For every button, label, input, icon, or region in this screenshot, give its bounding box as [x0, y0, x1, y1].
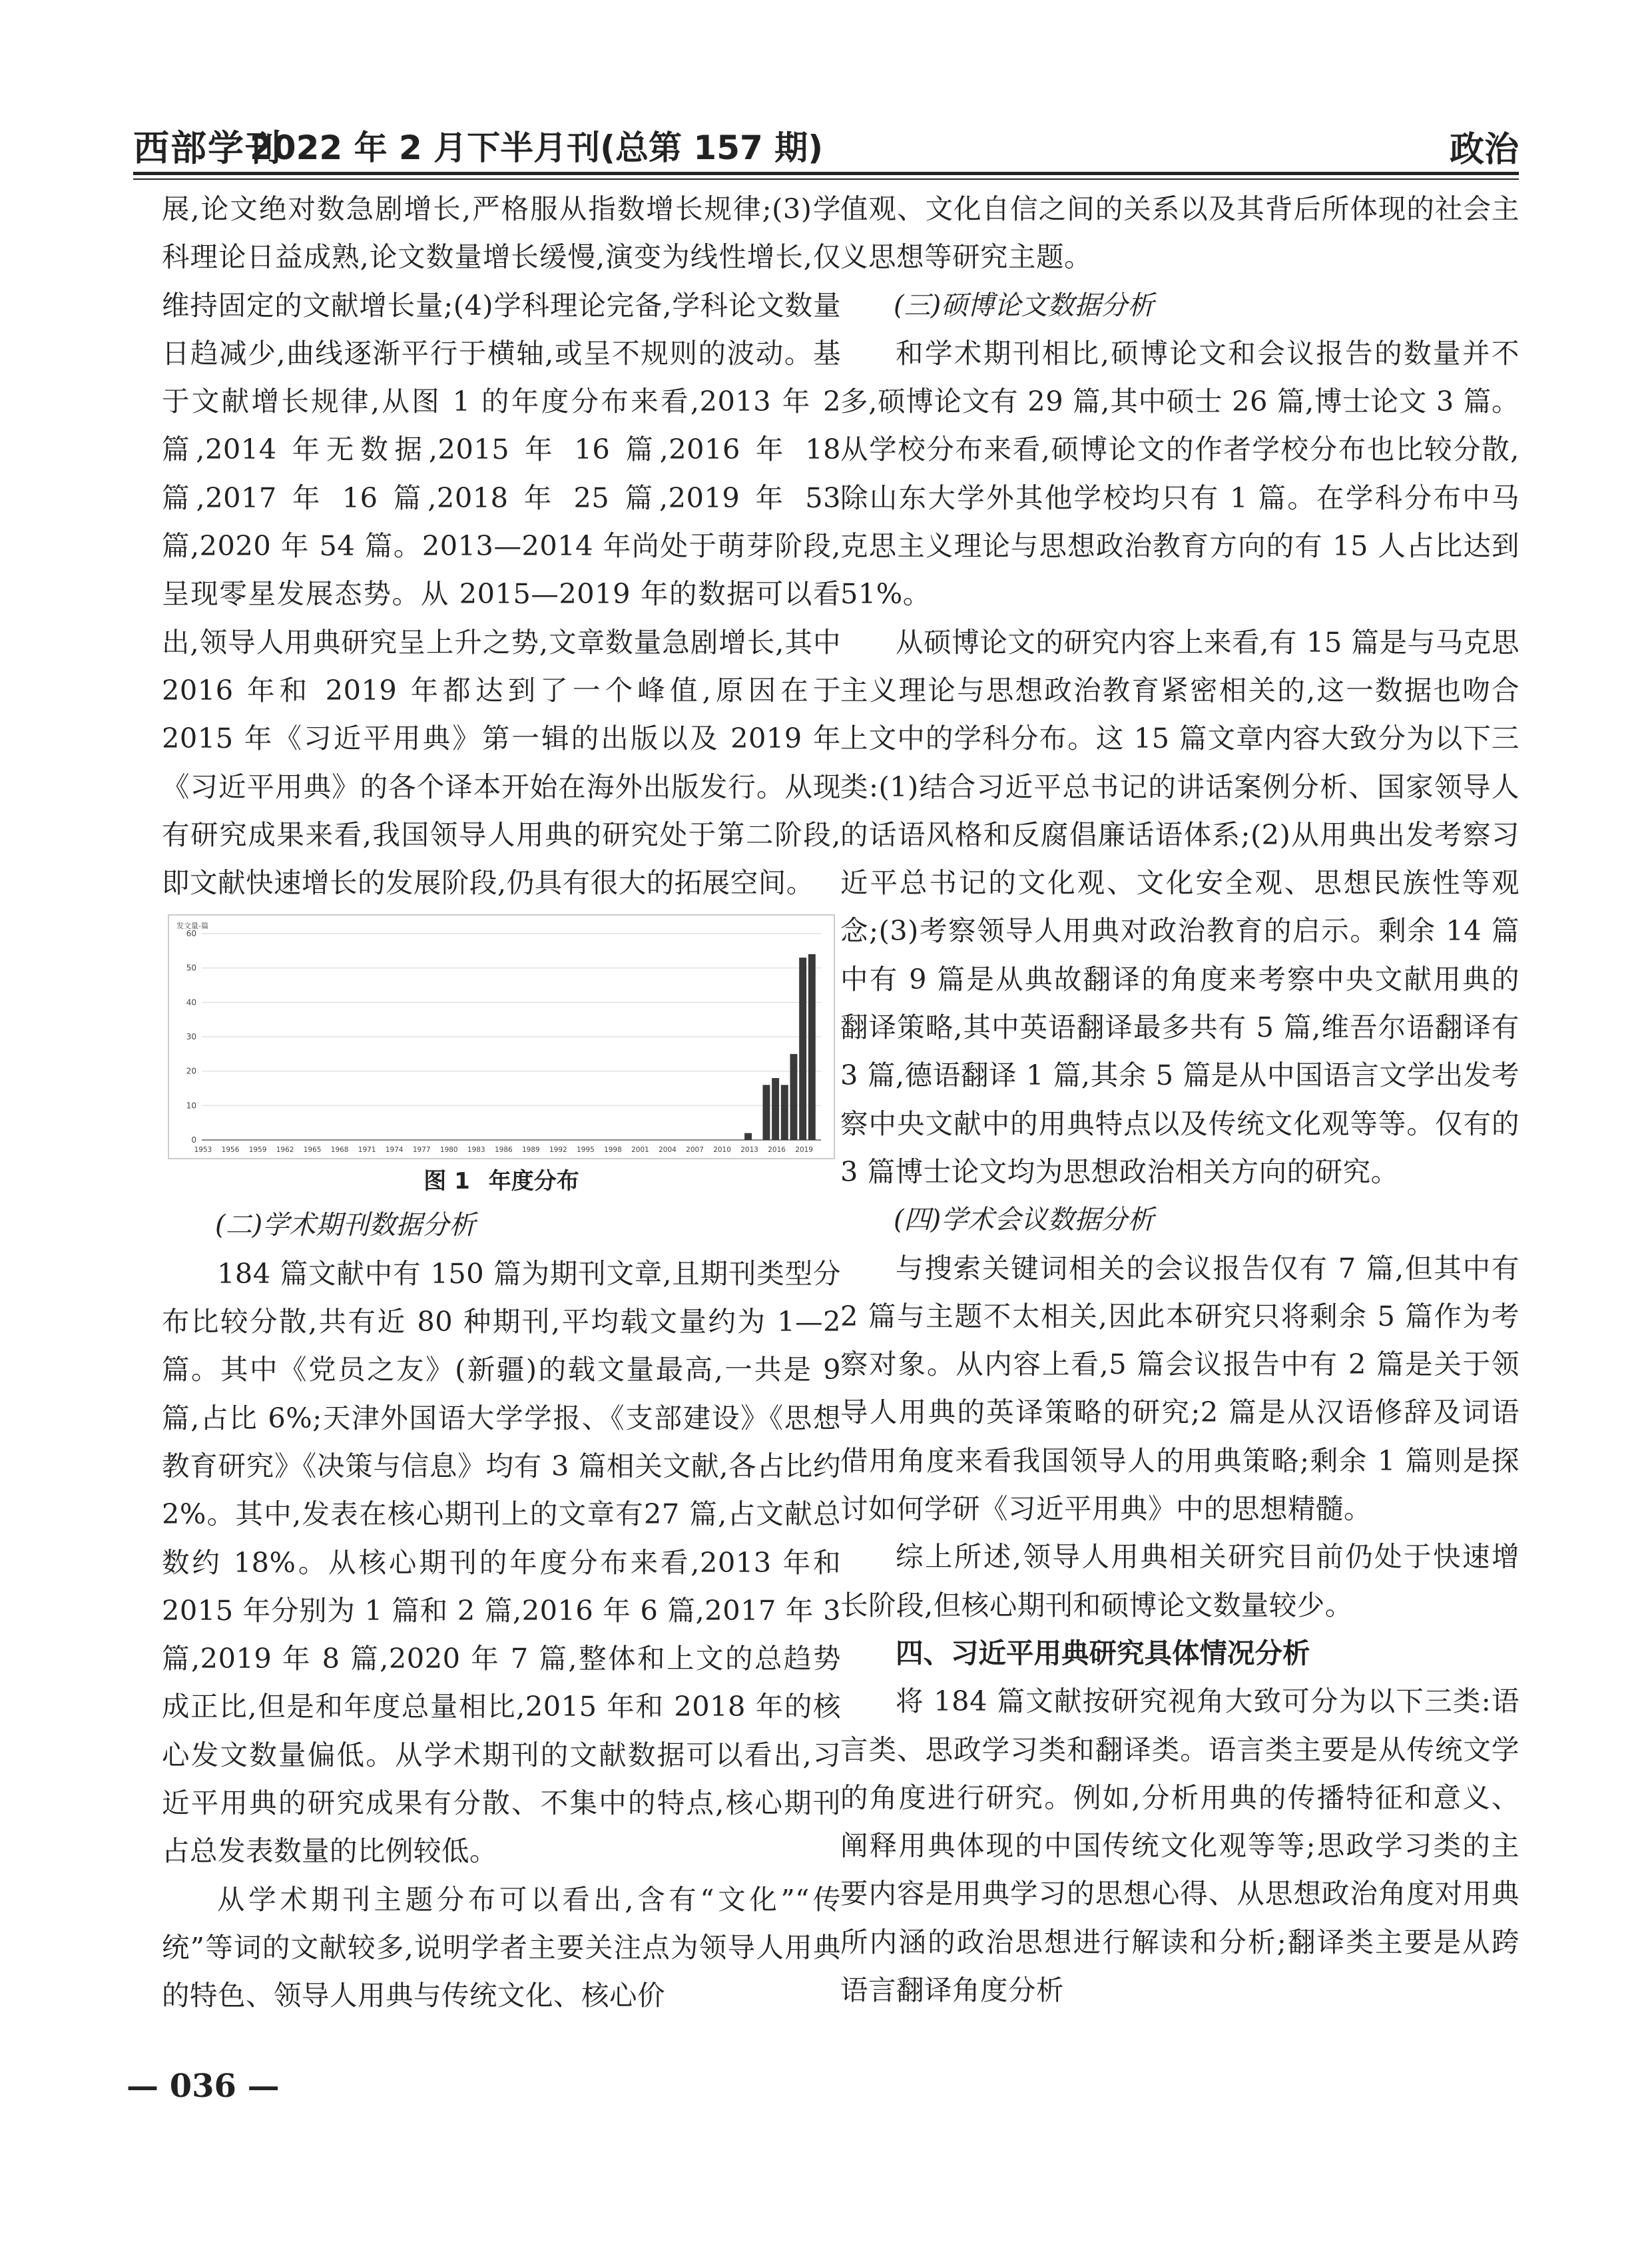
- issue-info: 2022 年 2 月下半月刊(总第 157 期): [250, 129, 824, 167]
- bar-2015: [762, 1085, 770, 1141]
- x-tick-label: 1986: [494, 1146, 513, 1155]
- paragraph: 展,论文绝对数急剧增长,严格服从指数增长规律;(3)学科理论日益成熟,论文数量增长缓慢,演变为线性增长,仅维持固定的文献增长量;(4)学科理论完备,学科论文数量日趋减少,曲线逐渐平行于横轴,或呈不规则的波动。基于文献增长规律,从图 1 的年度分布来看,2013 年 2 篇,2014 年无数据,2015 年 16 篇,2016 年 18 篇,2017 年 16 篇,2018 年 25 篇,2019 年 53 篇,2020 年 54 篇。2013—2014 年尚处于萌芽阶段,呈现零星发展态势。从 2015—2019 年的数据可以看出,领导人用典研究呈上升之势,文章数量急剧增长,其中 2016 年和 2019 年都达到了一个峰值,原因在于 2015 年《习近平用典》第一辑的出版以及 2019 年《习近平用典》的各个译本开始在海外出版发行。从现有研究成果来看,我国领导人用典的研究处于第二阶段,即文献快速增长的发展阶段,仍具有很大的拓展空间。: [162, 192, 841, 900]
- page-number: — 036 —: [127, 2068, 280, 2105]
- x-tick-label: 1989: [521, 1146, 540, 1155]
- right-column: [840, 185, 1519, 2014]
- figure-1: [162, 914, 841, 1160]
- x-tick-label: 1971: [358, 1146, 376, 1155]
- paragraph: 综上所述,领导人用典相关研究目前仍处于快速增长阶段,但核心期刊和硕博论文数量较少。: [840, 1540, 1519, 1621]
- y-tick-label: 10: [186, 1101, 196, 1111]
- subsection-heading: (四)学术会议数据分析: [894, 1205, 1155, 1236]
- x-tick-label: 2010: [713, 1146, 731, 1155]
- bar-2018: [790, 1054, 798, 1140]
- header-rule-thick: [133, 172, 1519, 175]
- x-tick-label: 2007: [686, 1146, 704, 1155]
- y-tick-label: 30: [186, 1032, 196, 1042]
- paragraph: 从学术期刊主题分布可以看出,含有“文化”“传统”等词的文献较多,说明学者主要关注点为领导人用典的特色、领导人用典与传统文化、核心价: [162, 1882, 841, 2012]
- x-tick-label: 1974: [385, 1146, 404, 1155]
- journal-logo: 西部学刊: [133, 127, 282, 169]
- x-tick-label: 1953: [194, 1146, 212, 1155]
- subsection-heading: (三)硕博论文数据分析: [894, 290, 1155, 321]
- figure-caption: [162, 1161, 841, 1201]
- paragraph: 从硕博论文的研究内容上来看,有 15 篇是与马克思主义理论与思想政治教育紧密相关的,这一数据也吻合上文中的学科分布。这 15 篇文章内容大致分为以下三类:(1)结合习近平总书记的讲话案例分析、国家领导人的话语风格和反腐倡廉话语体系;(2)从用典出发考察习近平总书记的文化观、文化安全观、思想民族性等观念;(3)考察领导人用典对政治教育的启示。剩余 14 篇中有 9 篇是从典故翻译的角度来考察中央文献用典的翻译策略,其中英语翻译最多共有 5 篇,维吾尔语翻译有 3 篇,德语翻译 1 篇,其余 5 篇是从中国语言文学出发考察中央文献中的用典特点以及传统文化观等等。仅有的 3 篇博士论文均为思想政治相关方向的研究。: [840, 625, 1519, 1188]
- paragraph: 与搜索关键词相关的会议报告仅有 7 篇,但其中有 2 篇与主题不太相关,因此本研究只将剩余 5 篇作为考察对象。从内容上看,5 篇会议报告中有 2 篇是关于领导人用典的英译策略的研究;2 篇是从汉语修辞及词语借用角度来看我国领导人的用典策略;剩余 1 篇则是探讨如何学研《习近平用典》中的思想精髓。: [840, 1251, 1519, 1526]
- x-tick-label: 2001: [631, 1146, 649, 1155]
- y-tick-label: 20: [186, 1067, 196, 1077]
- left-column: [162, 185, 841, 2020]
- annual-distribution-chart: [162, 914, 841, 1160]
- x-tick-label: 1983: [467, 1146, 485, 1155]
- x-tick-label: 1962: [276, 1146, 294, 1155]
- bar-2019: [799, 958, 806, 1141]
- y-tick-label: 60: [186, 929, 196, 939]
- x-tick-label: 2016: [768, 1146, 786, 1155]
- page-header: [133, 107, 1519, 180]
- x-tick-label: 1977: [412, 1146, 431, 1155]
- x-tick-label: 1968: [330, 1146, 349, 1155]
- bar-2016: [772, 1078, 779, 1140]
- bar-2020: [808, 954, 816, 1140]
- paragraph: 将 184 篇文献按研究视角大致可分为以下三类:语言类、思政学习类和翻译类。语言类主要是从传统文学的角度进行研究。例如,分析用典的传播特征和意义、阐释用典体现的中国传统文化观等等;思政学习类的主要内容是用典学习的思想心得、从思想政治角度对用典所内涵的政治思想进行解读和分析;翻译类主要是从跨语言翻译角度分析: [840, 1685, 1519, 2006]
- x-tick-label: 1992: [549, 1146, 567, 1155]
- section-heading: 四、习近平用典研究具体情况分析: [896, 1636, 1310, 1669]
- paragraph: 184 篇文献中有 150 篇为期刊文章,且期刊类型分布比较分散,共有近 80 种期刊,平均载文量约为 1—2 篇。其中《党员之友》(新疆)的载文量最高,一共是 9 篇,占比 6%;天津外国语大学学报、《支部建设》《思想教育研究》《决策与信息》均有 3 篇相关文献,各占比约 2%。其中,发表在核心期刊上的文章有27 篇,占文献总数约 18%。从核心期刊的年度分布来看,2013 年和 2015 年分别为 1 篇和 2 篇,2016 年 6 篇,2017 年 3 篇,2019 年 8 篇,2020 年 7 篇,整体和上文的总趋势成正比,但是和年度总量相比,2015 年和 2018 年的核心发文数量偏低。从学术期刊的文献数据可以看出,习近平用典的研究成果有分散、不集中的特点,核心期刊占总发表数量的比例较低。: [162, 1257, 841, 1868]
- x-tick-label: 1965: [303, 1146, 322, 1155]
- bar-2017: [781, 1085, 788, 1141]
- figure-number: 图 1: [423, 1168, 470, 1195]
- x-tick-label: 2019: [795, 1146, 814, 1155]
- x-tick-label: 1956: [221, 1146, 240, 1155]
- x-tick-label: 1998: [604, 1146, 622, 1155]
- y-axis-label: 发文量-篇: [176, 922, 208, 931]
- x-tick-label: 1959: [248, 1146, 267, 1155]
- x-tick-label: 1980: [439, 1146, 458, 1155]
- section-name: 政治: [1449, 130, 1519, 170]
- paragraph: 值观、文化自信之间的关系以及其背后所体现的社会主义思想等研究主题。: [840, 192, 1519, 274]
- x-tick-label: 1995: [577, 1146, 595, 1155]
- figure-title: 年度分布: [488, 1168, 579, 1195]
- paragraph: 和学术期刊相比,硕博论文和会议报告的数量并不多,硕博论文有 29 篇,其中硕士 26 篇,博士论文 3 篇。从学校分布来看,硕博论文的作者学校分布也比较分散,除山东大学外其他学校均只有 1 篇。在学科分布中马克思主义理论与思想政治教育方向的有 15 人占比达到 51%。: [840, 336, 1519, 611]
- bar-2013: [744, 1133, 752, 1140]
- y-tick-label: 0: [191, 1135, 196, 1145]
- x-tick-label: 2004: [659, 1146, 677, 1155]
- y-tick-label: 40: [186, 997, 196, 1007]
- x-tick-label: 2013: [740, 1146, 758, 1155]
- header-rule-thin: [133, 178, 1519, 180]
- subsection-heading: (二)学术期刊数据分析: [215, 1210, 476, 1241]
- y-tick-label: 50: [186, 964, 196, 974]
